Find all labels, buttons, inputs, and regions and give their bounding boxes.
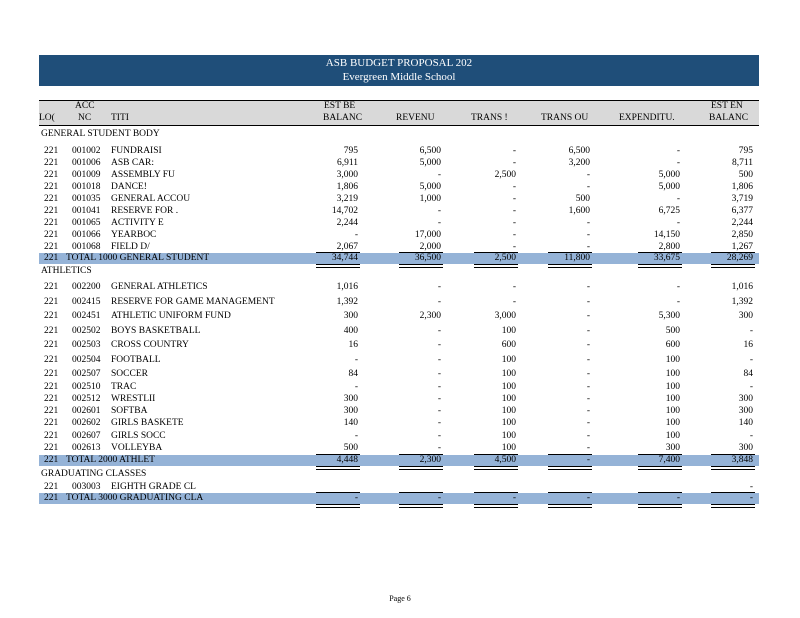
amount-cell-beg: 14,702 — [331, 206, 358, 216]
account-number-cell: 001041 — [72, 206, 101, 216]
header-acct-line1: ACC — [75, 101, 95, 111]
amount-cell-tin: 100 — [501, 406, 516, 416]
amount-cell-end: 300 — [738, 311, 753, 321]
amount-cell-tout: - — [586, 230, 590, 240]
amount-cell-end: 6,377 — [731, 206, 753, 216]
amount-cell-beg: 84 — [348, 369, 358, 379]
amount-cell-exp: 100 — [665, 418, 680, 428]
total-amount-cell-exp: 33,675 — [653, 253, 680, 263]
account-title-cell: GENERAL ACCOU — [111, 194, 191, 204]
amount-cell-tin: 3,000 — [494, 311, 516, 321]
total-amount-cell-tout: 11,800 — [564, 253, 590, 263]
amount-cell-exp: 2,800 — [658, 242, 680, 252]
account-number-cell: 001065 — [72, 218, 101, 228]
total-double-rule — [638, 504, 682, 508]
amount-cell-tin: - — [512, 218, 516, 228]
amount-cell-beg: - — [354, 230, 358, 240]
loc-cell: 221 — [44, 340, 59, 350]
amount-cell-beg: 2,244 — [336, 218, 358, 228]
amount-cell-beg: 3,000 — [336, 170, 358, 180]
amount-cell-beg: 1,016 — [336, 282, 358, 292]
amount-cell-rev: - — [437, 282, 441, 292]
account-number-cell: 002602 — [72, 418, 101, 428]
amount-cell-tout: - — [586, 311, 590, 321]
account-title-cell: FIELD D/ — [111, 242, 150, 252]
total-title-cell: TOTAL 2000 ATHLET — [66, 455, 155, 465]
account-title-cell: CROSS COUNTRY — [111, 340, 189, 350]
account-number-cell: 002613 — [72, 443, 101, 453]
amount-cell-rev: 5,000 — [419, 182, 441, 192]
amount-cell-end: 1,392 — [731, 297, 753, 307]
amount-cell-tin: 100 — [501, 394, 516, 404]
amount-cell-end: 1,267 — [731, 242, 753, 252]
amount-cell-tout: - — [586, 382, 590, 392]
amount-cell-exp: 5,000 — [658, 170, 680, 180]
account-number-cell: 002607 — [72, 431, 101, 441]
header-end-line2: BALANC — [709, 113, 749, 123]
amount-cell-tout: - — [586, 218, 590, 228]
total-double-rule — [399, 466, 443, 470]
account-number-cell: 003003 — [72, 482, 101, 492]
amount-cell-tout: - — [586, 394, 590, 404]
amount-cell-beg: 16 — [348, 340, 358, 350]
account-number-cell: 001002 — [72, 146, 101, 156]
amount-cell-beg: 140 — [343, 418, 358, 428]
total-amount-cell-end: 3,848 — [731, 455, 753, 465]
amount-cell-end: 1,016 — [731, 282, 753, 292]
account-number-cell: 001068 — [72, 242, 101, 252]
total-amount-cell-exp: 7,400 — [658, 455, 680, 465]
loc-cell: 221 — [44, 146, 59, 156]
amount-cell-tin: - — [512, 206, 516, 216]
amount-cell-end: 84 — [743, 369, 753, 379]
amount-cell-end: 300 — [738, 406, 753, 416]
header-end-line1: EST EN — [711, 101, 743, 111]
total-double-rule — [316, 504, 360, 508]
amount-cell-end: 300 — [738, 394, 753, 404]
amount-cell-end: - — [749, 431, 753, 441]
total-double-rule — [316, 264, 360, 268]
loc-cell: 221 — [44, 158, 59, 168]
amount-cell-rev: 17,000 — [414, 230, 441, 240]
account-title-cell: RESERVE FOR GAME MANAGEMENT — [111, 297, 275, 307]
amount-cell-exp: 600 — [665, 340, 680, 350]
amount-cell-exp: - — [676, 146, 680, 156]
amount-cell-exp: 100 — [665, 355, 680, 365]
amount-cell-rev: - — [437, 431, 441, 441]
amount-cell-tout: - — [586, 170, 590, 180]
loc-cell: 221 — [44, 242, 59, 252]
total-double-rule — [548, 466, 592, 470]
amount-cell-beg: 2,067 — [336, 242, 358, 252]
loc-cell: 221 — [44, 394, 59, 404]
total-double-rule — [474, 504, 518, 508]
account-number-cell: 002507 — [72, 369, 101, 379]
loc-cell: 221 — [44, 443, 59, 453]
amount-cell-tout: - — [586, 369, 590, 379]
account-title-cell: BOYS BASKETBALL — [111, 326, 201, 336]
header-loc: LO( — [39, 113, 55, 123]
loc-cell: 221 — [44, 418, 59, 428]
amount-cell-exp: 100 — [665, 382, 680, 392]
total-double-rule — [399, 504, 443, 508]
amount-cell-end: 500 — [738, 170, 753, 180]
amount-cell-beg: 400 — [343, 326, 358, 336]
amount-cell-end: 2,244 — [731, 218, 753, 228]
loc-cell: 221 — [44, 311, 59, 321]
total-amount-cell-rev: 36,500 — [414, 253, 441, 263]
section-heading: ATHLETICS — [41, 266, 92, 276]
school-name: Evergreen Middle School — [342, 71, 456, 83]
loc-cell: 221 — [44, 326, 59, 336]
amount-cell-tout: - — [586, 297, 590, 307]
total-double-rule — [474, 466, 518, 470]
total-double-rule — [474, 264, 518, 268]
total-double-rule — [638, 264, 682, 268]
total-amount-cell-tout: - — [586, 493, 590, 503]
total-amount-cell-beg: 4,448 — [336, 455, 358, 465]
amount-cell-end: - — [749, 326, 753, 336]
amount-cell-tout: - — [586, 355, 590, 365]
account-number-cell: 002200 — [72, 282, 101, 292]
account-number-cell: 002451 — [72, 311, 101, 321]
total-amount-cell-beg: - — [354, 493, 358, 503]
header-trans-in: TRANS ! — [471, 113, 508, 123]
amount-cell-end: - — [749, 355, 753, 365]
account-title-cell: DANCE! — [111, 182, 147, 192]
amount-cell-rev: 5,000 — [419, 158, 441, 168]
amount-cell-rev: - — [437, 218, 441, 228]
amount-cell-exp: 100 — [665, 406, 680, 416]
loc-cell: 221 — [44, 406, 59, 416]
amount-cell-rev: 2,300 — [419, 311, 441, 321]
amount-cell-tin: 100 — [501, 418, 516, 428]
account-title-cell: RESERVE FOR . — [111, 206, 179, 216]
amount-cell-rev: - — [437, 369, 441, 379]
loc-cell: 221 — [44, 369, 59, 379]
total-double-rule — [548, 264, 592, 268]
amount-cell-tin: - — [512, 146, 516, 156]
amount-cell-rev: - — [437, 326, 441, 336]
amount-cell-end: 1,806 — [731, 182, 753, 192]
account-number-cell: 001018 — [72, 182, 101, 192]
amount-cell-rev: - — [437, 443, 441, 453]
amount-cell-tin: - — [512, 230, 516, 240]
amount-cell-tout: - — [586, 326, 590, 336]
amount-cell-tin: 100 — [501, 326, 516, 336]
amount-cell-beg: 3,219 — [336, 194, 358, 204]
total-title-cell: TOTAL 3000 GRADUATING CLA — [66, 493, 204, 503]
amount-cell-beg: - — [354, 382, 358, 392]
amount-cell-tout: 1,600 — [568, 206, 590, 216]
header-trans-out: TRANS OU — [541, 113, 589, 123]
loc-cell: 221 — [44, 482, 59, 492]
loc-cell: 221 — [44, 431, 59, 441]
amount-cell-rev: - — [437, 382, 441, 392]
account-title-cell: VOLLEYBA — [111, 443, 163, 453]
header-beg-line1: EST BE — [324, 101, 356, 111]
total-amount-cell-tin: 2,500 — [494, 253, 516, 263]
amount-cell-beg: - — [354, 431, 358, 441]
account-number-cell: 001009 — [72, 170, 101, 180]
total-double-rule — [638, 466, 682, 470]
account-title-cell: WRESTLII — [111, 394, 156, 404]
report-title: ASB BUDGET PROPOSAL 202 — [325, 57, 473, 69]
amount-cell-tin: - — [512, 158, 516, 168]
amount-cell-exp: 100 — [665, 431, 680, 441]
header-beg-line2: BALANC — [323, 113, 363, 123]
amount-cell-tin: 100 — [501, 369, 516, 379]
section-heading: GENERAL STUDENT BODY — [41, 129, 160, 139]
amount-cell-exp: 14,150 — [653, 230, 680, 240]
account-title-cell: ATHLETIC UNIFORM FUND — [111, 311, 231, 321]
total-amount-cell-tin: 4,500 — [494, 455, 516, 465]
amount-cell-rev: - — [437, 355, 441, 365]
amount-cell-tout: - — [586, 431, 590, 441]
header-title: TITI — [111, 113, 129, 123]
loc-cell: 221 — [44, 218, 59, 228]
amount-cell-tout: - — [586, 182, 590, 192]
section-heading: GRADUATING CLASSES — [41, 469, 147, 479]
account-title-cell: GENERAL ATHLETICS — [111, 282, 208, 292]
amount-cell-tout: 3,200 — [568, 158, 590, 168]
amount-cell-beg: 1,392 — [336, 297, 358, 307]
account-number-cell: 002502 — [72, 326, 101, 336]
amount-cell-rev: - — [437, 394, 441, 404]
total-amount-cell-beg: 34,744 — [331, 253, 358, 263]
total-amount-cell-tout: - — [586, 455, 590, 465]
account-title-cell: YEARBOC — [111, 230, 157, 240]
amount-cell-tin: 100 — [501, 382, 516, 392]
amount-cell-beg: 1,806 — [336, 182, 358, 192]
loc-cell: 221 — [44, 194, 59, 204]
amount-cell-tin: - — [512, 194, 516, 204]
amount-cell-tout: - — [586, 406, 590, 416]
account-title-cell: ASSEMBLY FU — [111, 170, 175, 180]
loc-cell: 221 — [44, 206, 59, 216]
account-title-cell: SOFTBA — [111, 406, 148, 416]
total-loc-cell: 221 — [44, 253, 59, 263]
page-number: Page 6 — [389, 594, 411, 603]
amount-cell-rev: - — [437, 418, 441, 428]
account-number-cell: 001006 — [72, 158, 101, 168]
total-amount-cell-end: 28,269 — [726, 253, 753, 263]
header-acct-line2: NC — [78, 113, 92, 123]
total-amount-cell-tin: - — [512, 493, 516, 503]
header-revenue: REVENU — [396, 113, 435, 123]
amount-cell-tin: 2,500 — [494, 170, 516, 180]
amount-cell-tin: 100 — [501, 443, 516, 453]
account-title-cell: FUNDRAISI — [111, 146, 162, 156]
amount-cell-end: - — [749, 482, 753, 492]
amount-cell-end: 16 — [743, 340, 753, 350]
total-amount-cell-exp: - — [676, 493, 680, 503]
total-title-cell: TOTAL 1000 GENERAL STUDENT — [66, 253, 210, 263]
account-number-cell: 002601 — [72, 406, 101, 416]
account-number-cell: 002512 — [72, 394, 101, 404]
amount-cell-rev: 1,000 — [419, 194, 441, 204]
amount-cell-exp: 100 — [665, 394, 680, 404]
amount-cell-end: 8,711 — [731, 158, 753, 168]
account-title-cell: EIGHTH GRADE CL — [111, 482, 196, 492]
amount-cell-beg: - — [354, 355, 358, 365]
amount-cell-exp: - — [676, 158, 680, 168]
amount-cell-exp: - — [676, 282, 680, 292]
amount-cell-beg: 6,911 — [336, 158, 358, 168]
total-double-rule — [548, 504, 592, 508]
amount-cell-beg: 300 — [343, 311, 358, 321]
amount-cell-rev: - — [437, 170, 441, 180]
amount-cell-tout: 500 — [575, 194, 590, 204]
total-double-rule — [316, 466, 360, 470]
amount-cell-rev: - — [437, 406, 441, 416]
account-title-cell: TRAC — [111, 382, 137, 392]
total-loc-cell: 221 — [44, 493, 59, 503]
account-title-cell: ASB CAR: — [111, 158, 155, 168]
amount-cell-end: 300 — [738, 443, 753, 453]
amount-cell-tout: 6,500 — [568, 146, 590, 156]
account-number-cell: 002503 — [72, 340, 101, 350]
total-loc-cell: 221 — [44, 455, 59, 465]
total-double-rule — [711, 466, 755, 470]
loc-cell: 221 — [44, 297, 59, 307]
loc-cell: 221 — [44, 282, 59, 292]
loc-cell: 221 — [44, 182, 59, 192]
amount-cell-exp: 5,300 — [658, 311, 680, 321]
account-title-cell: GIRLS SOCC — [111, 431, 166, 441]
amount-cell-exp: 6,725 — [658, 206, 680, 216]
amount-cell-beg: 300 — [343, 394, 358, 404]
amount-cell-tin: 100 — [501, 355, 516, 365]
account-title-cell: SOCCER — [111, 369, 148, 379]
amount-cell-beg: 795 — [343, 146, 358, 156]
account-number-cell: 002504 — [72, 355, 101, 365]
account-number-cell: 002415 — [72, 297, 101, 307]
amount-cell-tin: 100 — [501, 431, 516, 441]
amount-cell-exp: - — [676, 218, 680, 228]
amount-cell-end: 3,719 — [731, 194, 753, 204]
amount-cell-rev: - — [437, 340, 441, 350]
amount-cell-tin: 600 — [501, 340, 516, 350]
total-double-rule — [711, 504, 755, 508]
header-expenditures: EXPENDITU. — [619, 113, 675, 123]
report-banner — [39, 55, 759, 86]
amount-cell-exp: - — [676, 297, 680, 307]
loc-cell: 221 — [44, 355, 59, 365]
amount-cell-beg: 500 — [343, 443, 358, 453]
amount-cell-rev: - — [437, 206, 441, 216]
amount-cell-end: - — [749, 382, 753, 392]
amount-cell-rev: - — [437, 297, 441, 307]
amount-cell-end: 2,850 — [731, 230, 753, 240]
loc-cell: 221 — [44, 230, 59, 240]
account-number-cell: 001035 — [72, 194, 101, 204]
account-title-cell: ACTIVITY E — [111, 218, 164, 228]
total-amount-cell-rev: 2,300 — [419, 455, 441, 465]
amount-cell-exp: - — [676, 194, 680, 204]
amount-cell-exp: 5,000 — [658, 182, 680, 192]
amount-cell-tin: - — [512, 282, 516, 292]
loc-cell: 221 — [44, 170, 59, 180]
total-amount-cell-rev: - — [437, 493, 441, 503]
amount-cell-rev: 6,500 — [419, 146, 441, 156]
amount-cell-end: 140 — [738, 418, 753, 428]
amount-cell-exp: 300 — [665, 443, 680, 453]
amount-cell-exp: 500 — [665, 326, 680, 336]
amount-cell-exp: 100 — [665, 369, 680, 379]
amount-cell-tin: - — [512, 242, 516, 252]
amount-cell-end: 795 — [738, 146, 753, 156]
amount-cell-tout: - — [586, 443, 590, 453]
amount-cell-rev: 2,000 — [419, 242, 441, 252]
account-number-cell: 001066 — [72, 230, 101, 240]
amount-cell-beg: 300 — [343, 406, 358, 416]
total-amount-cell-end: - — [749, 493, 753, 503]
amount-cell-tout: - — [586, 418, 590, 428]
amount-cell-tout: - — [586, 340, 590, 350]
amount-cell-tout: - — [586, 282, 590, 292]
amount-cell-tin: - — [512, 297, 516, 307]
amount-cell-tin: - — [512, 182, 516, 192]
account-title-cell: GIRLS BASKETE — [111, 418, 184, 428]
column-header-row — [39, 100, 759, 126]
amount-cell-tout: - — [586, 242, 590, 252]
account-title-cell: FOOTBALL — [111, 355, 161, 365]
account-number-cell: 002510 — [72, 382, 101, 392]
loc-cell: 221 — [44, 382, 59, 392]
total-double-rule — [711, 264, 755, 268]
total-double-rule — [399, 264, 443, 268]
